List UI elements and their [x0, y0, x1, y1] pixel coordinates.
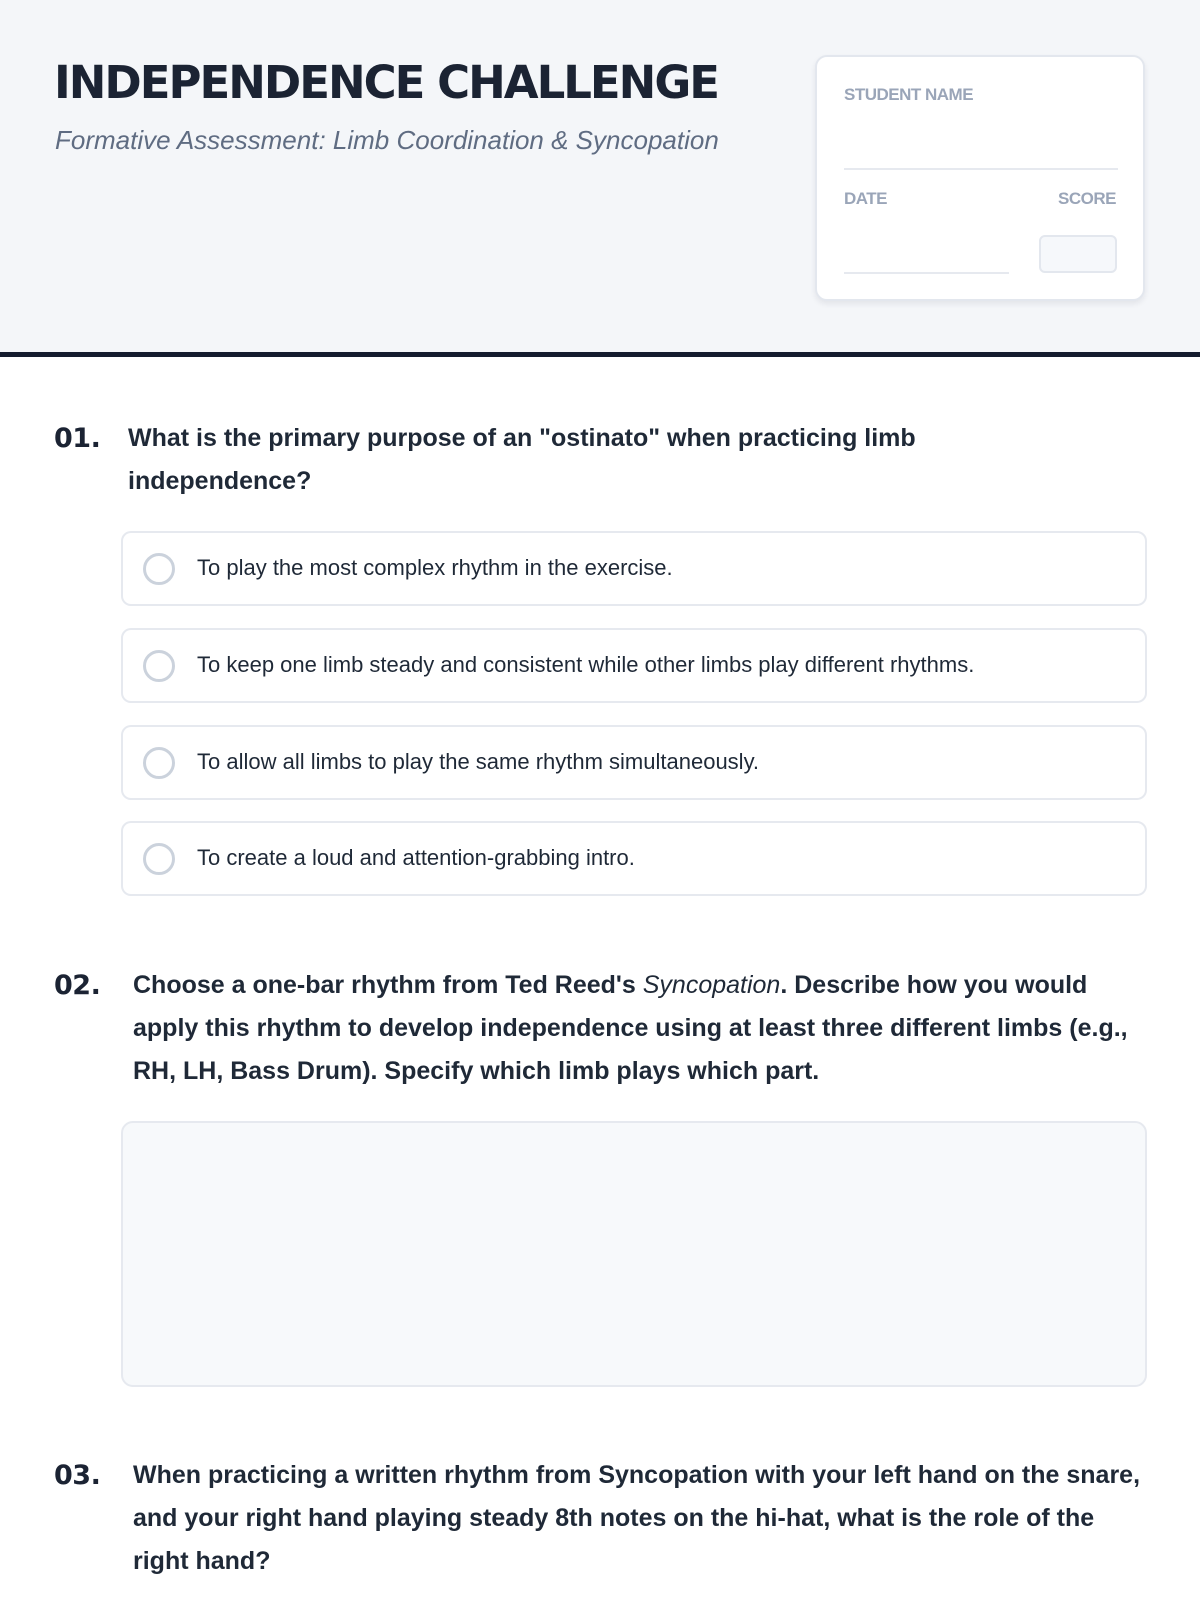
answer-option-2[interactable] — [121, 628, 1147, 703]
page-title: INDEPENDENCE CHALLENGE — [54, 56, 719, 109]
option-label: To allow all limbs to play the same rhythm simultaneously. — [197, 749, 760, 774]
page-subtitle: Formative Assessment: Limb Coordination & Syncopation — [55, 125, 719, 155]
answer-option-4[interactable] — [121, 821, 1147, 896]
book-title: Syncopation — [642, 971, 781, 999]
question-number: 03. — [54, 1460, 101, 1491]
question-number: 02. — [54, 970, 101, 1001]
answer-textarea[interactable] — [121, 1121, 1147, 1387]
option-label: To play the most complex rhythm in the exercise. — [197, 555, 673, 580]
radio-button[interactable] — [143, 650, 175, 682]
question-text-part: Choose a one-bar rhythm from Ted Reed's — [133, 971, 643, 999]
radio-button[interactable] — [143, 553, 175, 585]
question-text — [133, 964, 1153, 1093]
student-name-field[interactable] — [844, 168, 1118, 170]
answer-option-1[interactable] — [121, 531, 1147, 606]
date-label: DATE — [844, 189, 888, 208]
header — [0, 0, 1200, 357]
option-label: To create a loud and attention-grabbing intro. — [197, 845, 635, 870]
radio-button[interactable] — [143, 843, 175, 875]
student-name-label: STUDENT NAME — [844, 85, 974, 104]
option-label: To keep one limb steady and consistent while other limbs play different rhythms. — [197, 652, 975, 677]
question-text: When practicing a written rhythm from Syncopation with your left hand on the snare, and your right hand playing steady 8th notes on the hi-hat, what is the role of the right hand? — [133, 1461, 1141, 1575]
score-label: SCORE — [1058, 189, 1116, 208]
answer-option-3[interactable] — [121, 725, 1147, 800]
radio-button[interactable] — [143, 747, 175, 779]
question-text-part: . Describe how you would apply this rhythm to develop independence using at least three different limbs (e.g., RH, LH, Bass Drum). Specify which limb plays which part. — [133, 971, 1128, 1085]
student-info-card — [815, 55, 1145, 301]
score-field[interactable] — [1039, 235, 1117, 273]
question-text: What is the primary purpose of an "ostinato" when practicing limb independence? — [128, 424, 916, 495]
question-number: 01. — [54, 423, 101, 454]
date-field[interactable] — [844, 272, 1009, 274]
